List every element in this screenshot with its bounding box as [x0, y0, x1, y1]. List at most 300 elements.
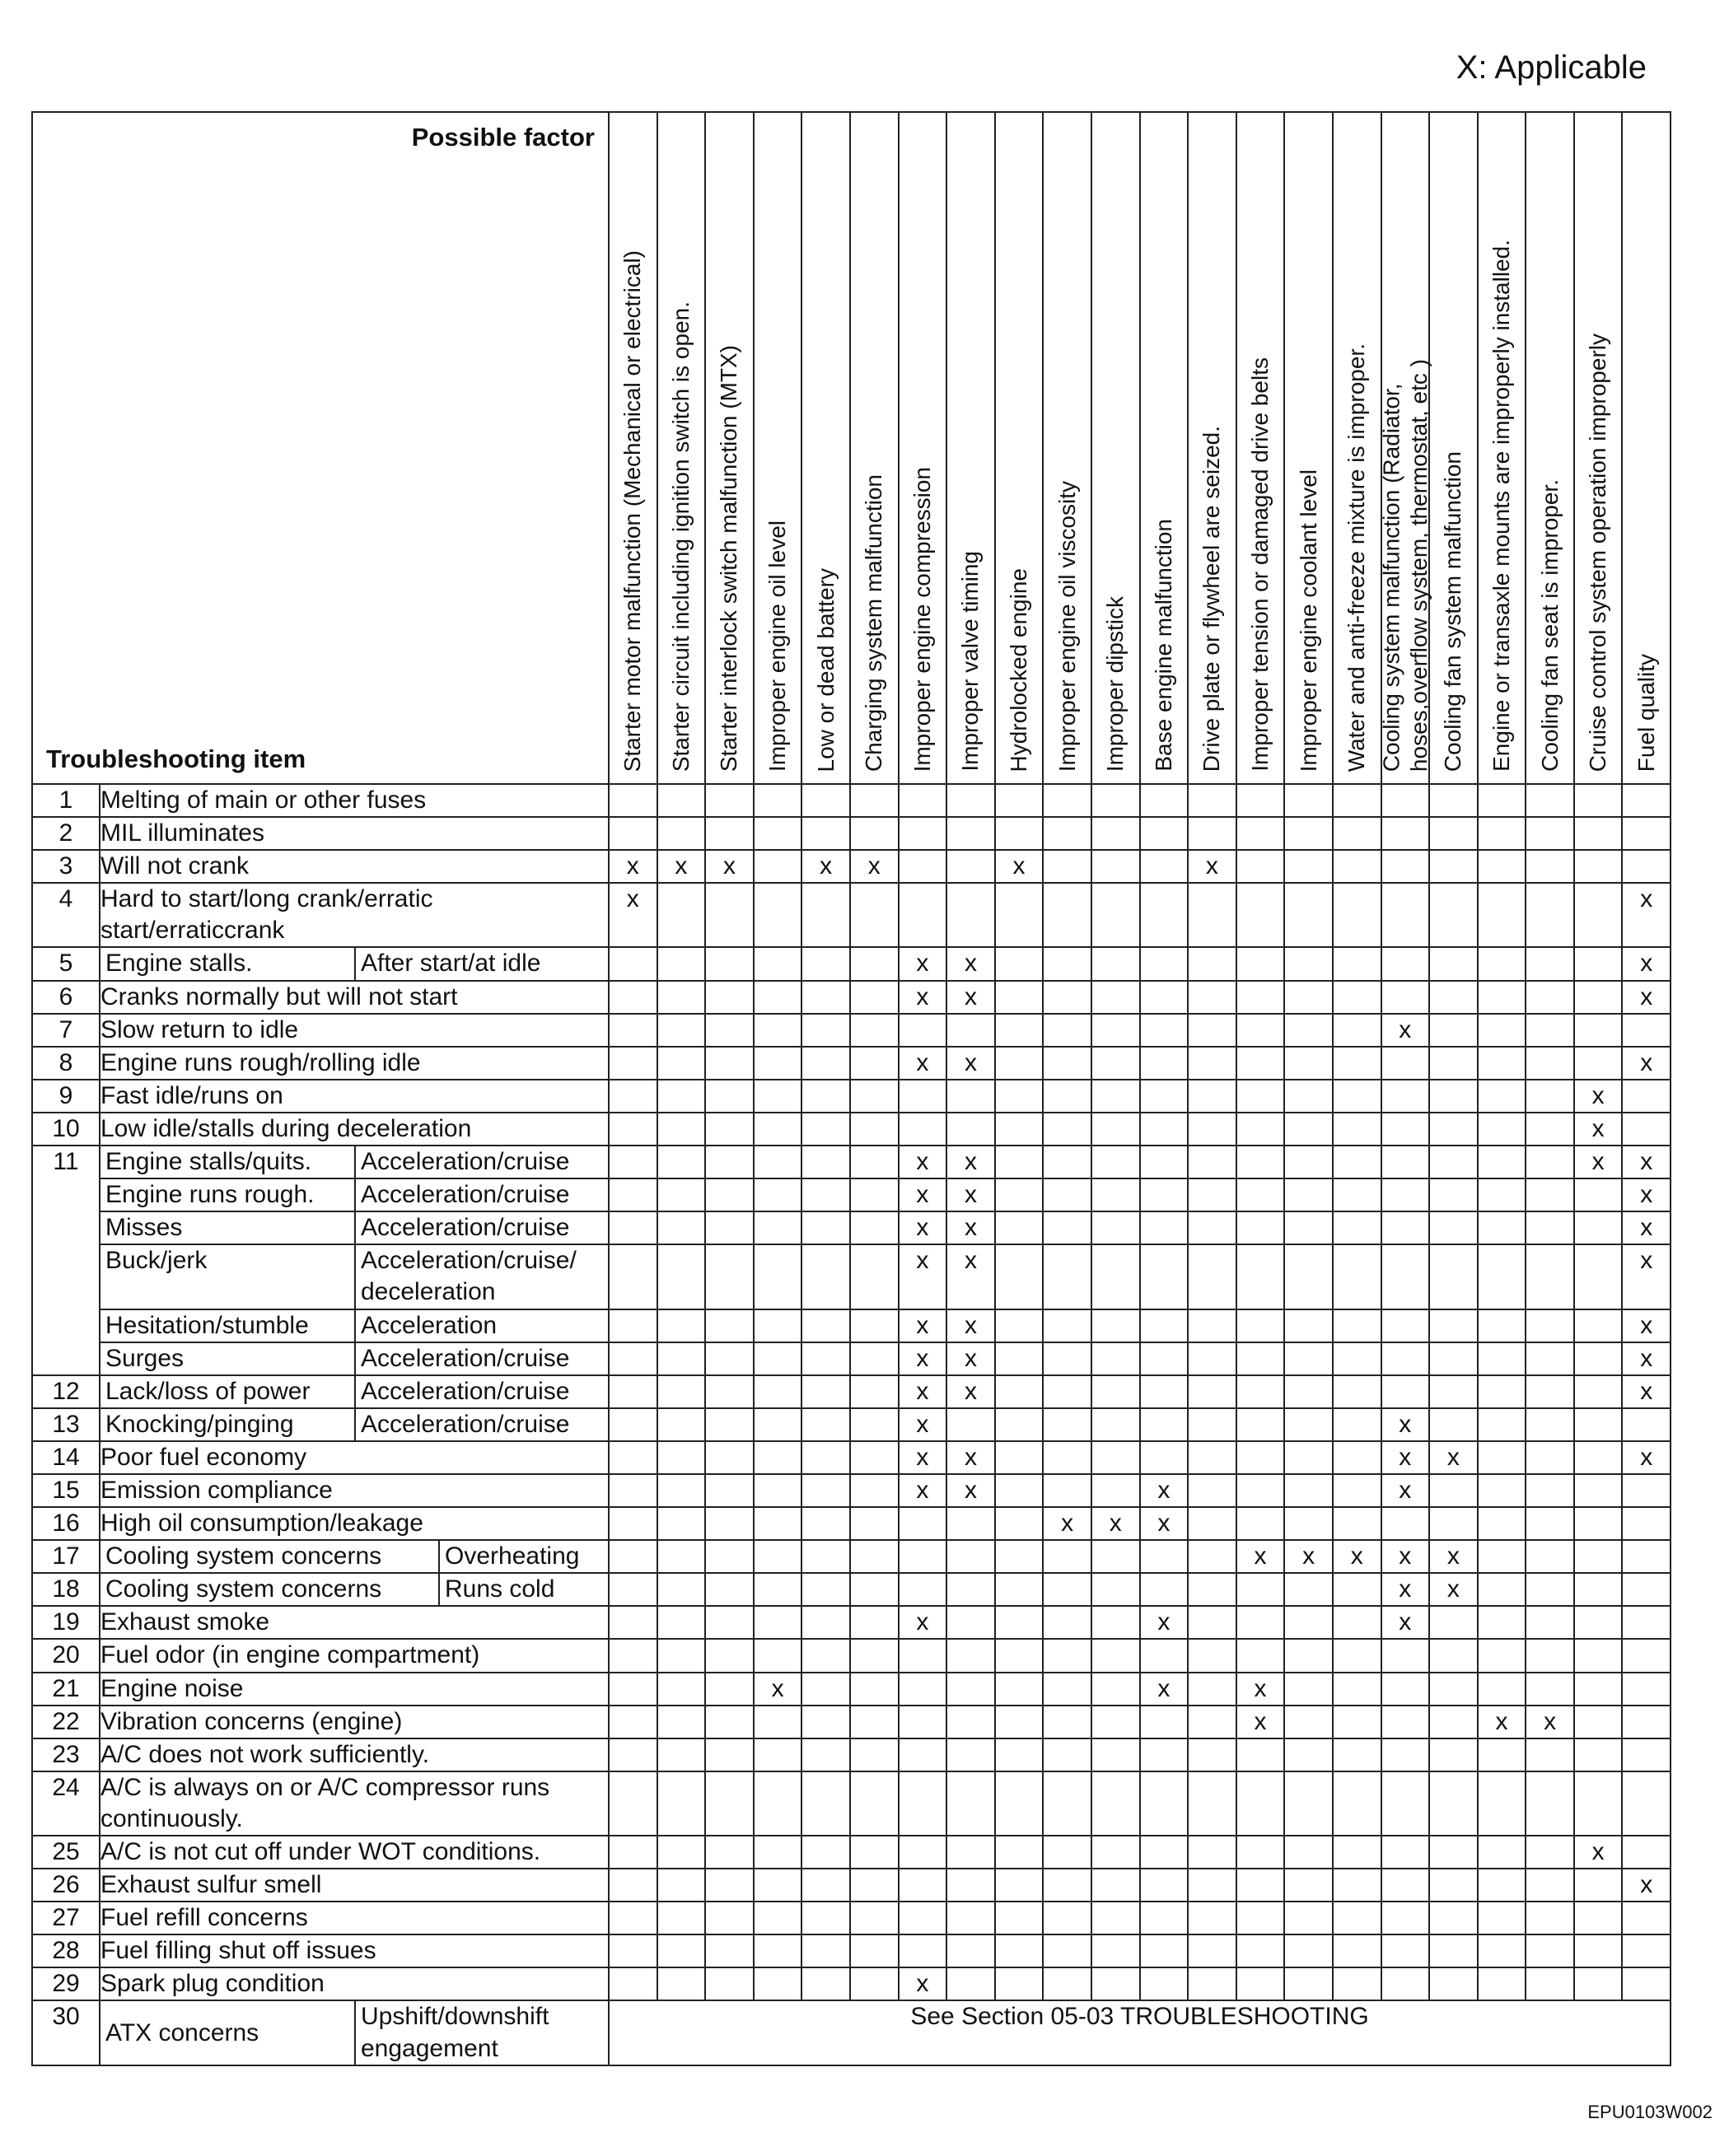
applicable-mark: x	[1640, 1048, 1653, 1076]
factor-cell	[657, 1211, 706, 1244]
factor-cell	[657, 1309, 706, 1342]
factor-cell	[801, 1902, 850, 1934]
factor-label: Improper engine coolant level	[1295, 469, 1321, 772]
troubleshooting-item	[100, 1113, 609, 1146]
item-text: Hard to start/long crank/erratic start/erraticcrank	[100, 885, 433, 945]
factor-cell	[801, 784, 850, 817]
header-corner	[32, 112, 609, 784]
factor-cell	[754, 1967, 802, 2000]
table-row	[32, 1738, 1671, 1771]
factor-cell	[1478, 1178, 1526, 1211]
table-row	[32, 1211, 1671, 1244]
factor-cell	[609, 1113, 657, 1146]
factor-cell	[850, 817, 899, 850]
factor-cell	[1188, 784, 1236, 817]
applicable-mark: x	[820, 852, 833, 880]
factor-cell	[1284, 1014, 1333, 1047]
factor-cell	[1091, 1606, 1140, 1639]
factor-cell	[1188, 1211, 1236, 1244]
factor-cell	[609, 1771, 657, 1836]
row-number: 27	[32, 1902, 100, 1934]
table-row	[32, 2000, 1671, 2065]
factor-cell	[657, 1573, 706, 1606]
factor-cell	[995, 1706, 1044, 1738]
factor-cell	[1043, 1673, 1091, 1706]
factor-cell	[1622, 1080, 1671, 1113]
factor-cell	[1140, 1014, 1189, 1047]
factor-cell	[1526, 1309, 1574, 1342]
troubleshooting-item	[100, 1342, 609, 1375]
factor-cell	[1429, 1902, 1478, 1934]
factor-cell	[946, 981, 995, 1014]
factor-cell	[1574, 1178, 1623, 1211]
factor-cell	[995, 981, 1044, 1014]
factor-cell	[850, 981, 899, 1014]
factor-cell	[1381, 1474, 1430, 1507]
factor-cell	[1284, 1934, 1333, 1967]
factor-cell	[1622, 947, 1671, 980]
factor-cell	[1043, 1902, 1091, 1934]
factor-cell	[1140, 1573, 1189, 1606]
factor-cell	[899, 1047, 947, 1080]
factor-cell	[995, 1639, 1044, 1672]
factor-cell	[1333, 1836, 1381, 1869]
factor-cell	[1140, 1706, 1189, 1738]
factor-cell	[899, 1342, 947, 1375]
item-text: Fuel refill concerns	[100, 1904, 308, 1932]
factor-cell	[1381, 1113, 1430, 1146]
factor-cell	[1574, 1441, 1623, 1474]
factor-cell	[1333, 1869, 1381, 1902]
troubleshooting-item	[100, 1706, 609, 1738]
factor-cell	[1043, 1934, 1091, 1967]
factor-cell	[1236, 1836, 1285, 1869]
item-condition: Acceleration	[354, 1310, 608, 1342]
factor-cell	[609, 1967, 657, 2000]
factor-cell	[609, 883, 657, 947]
factor-cell	[754, 1902, 802, 1934]
applicable-mark: x	[1591, 1114, 1605, 1142]
factor-cell	[1091, 1540, 1140, 1573]
factor-cell	[657, 817, 706, 850]
factor-cell	[1188, 1573, 1236, 1606]
factor-cell	[657, 1639, 706, 1672]
factor-cell	[801, 850, 850, 883]
factor-cell	[801, 1771, 850, 1836]
factor-cell	[1140, 817, 1189, 850]
row-number: 3	[32, 850, 100, 883]
factor-cell	[1236, 947, 1285, 980]
factor-cell	[995, 1540, 1044, 1573]
troubleshooting-item	[100, 1047, 609, 1080]
factor-cell	[705, 1342, 754, 1375]
factor-cell	[1574, 1706, 1623, 1738]
factor-cell	[899, 1441, 947, 1474]
applicable-mark: x	[722, 852, 736, 880]
factor-cell	[657, 1047, 706, 1080]
factor-cell	[899, 1967, 947, 2000]
factor-cell	[850, 883, 899, 947]
factor-cell	[1091, 1014, 1140, 1047]
applicable-mark: x	[1640, 1148, 1653, 1176]
row-number: 6	[32, 981, 100, 1014]
factor-label: Fuel quality	[1633, 653, 1659, 772]
factor-label: Improper valve timing	[957, 551, 984, 772]
factor-cell	[1333, 1967, 1381, 2000]
factor-cell	[850, 1573, 899, 1606]
factor-cell	[1622, 1738, 1671, 1771]
factor-cell	[754, 1639, 802, 1672]
factor-cell	[1478, 1375, 1526, 1408]
applicable-mark: x	[916, 1311, 929, 1339]
applicable-mark: x	[1205, 852, 1218, 880]
factor-cell	[1188, 1014, 1236, 1047]
row-number	[32, 1342, 100, 1375]
factor-cell	[657, 1441, 706, 1474]
factor-cell	[1381, 1178, 1430, 1211]
factor-cell	[1333, 1540, 1381, 1573]
item-text: Engine stalls.	[105, 950, 253, 978]
factor-cell	[1284, 1706, 1333, 1738]
applicable-mark: x	[1399, 1015, 1412, 1043]
factor-cell	[1188, 1342, 1236, 1375]
factor-cell	[609, 1441, 657, 1474]
factor-cell	[1284, 1211, 1333, 1244]
item-text: A/C is not cut off under WOT conditions.	[100, 1838, 541, 1865]
row-number: 28	[32, 1934, 100, 1967]
factor-cell	[754, 1836, 802, 1869]
factor-cell	[946, 1836, 995, 1869]
row-number: 8	[32, 1047, 100, 1080]
factor-cell	[1574, 1080, 1623, 1113]
factor-cell	[1333, 1113, 1381, 1146]
troubleshooting-item	[100, 1309, 609, 1342]
factor-cell	[946, 1375, 995, 1408]
factor-cell	[1140, 1113, 1189, 1146]
factor-cell	[946, 1673, 995, 1706]
factor-cell	[1140, 1408, 1189, 1441]
troubleshooting-item	[100, 1507, 609, 1540]
factor-cell	[1622, 1836, 1671, 1869]
factor-cell	[705, 947, 754, 980]
factor-cell	[995, 1573, 1044, 1606]
factor-cell	[1429, 1113, 1478, 1146]
table-row	[32, 1309, 1671, 1342]
factor-cell	[946, 1047, 995, 1080]
factor-cell	[1091, 1178, 1140, 1211]
factor-cell	[1429, 1474, 1478, 1507]
factor-header	[1478, 112, 1526, 784]
factor-cell	[850, 1869, 899, 1902]
applicable-mark: x	[964, 1214, 977, 1242]
factor-cell	[1043, 1706, 1091, 1738]
factor-cell	[1333, 817, 1381, 850]
factor-label: Cooling system malfunction (Radiator, hoses,overflow system, thermostat, etc )	[1378, 358, 1432, 772]
applicable-mark: x	[1640, 1871, 1653, 1899]
table-row	[32, 1375, 1671, 1408]
troubleshooting-item	[100, 1014, 609, 1047]
factor-cell	[1478, 1441, 1526, 1474]
factor-cell	[1526, 1375, 1574, 1408]
factor-cell	[1429, 1639, 1478, 1672]
item-condition: Acceleration/cruise	[354, 1376, 608, 1407]
factor-cell	[1284, 850, 1333, 883]
applicable-mark: x	[1591, 1838, 1605, 1865]
factor-label: Improper tension or damaged drive belts	[1247, 357, 1273, 772]
factor-cell	[1381, 1738, 1430, 1771]
table-row	[32, 1178, 1671, 1211]
item-text: Engine noise	[100, 1674, 244, 1702]
factor-cell	[1091, 947, 1140, 980]
factor-cell	[850, 947, 899, 980]
factor-cell	[995, 1474, 1044, 1507]
factor-cell	[1526, 1047, 1574, 1080]
applicable-mark: x	[1544, 1707, 1557, 1735]
applicable-mark: x	[771, 1674, 784, 1702]
applicable-mark: x	[1399, 1542, 1412, 1570]
factor-cell	[1478, 1113, 1526, 1146]
factor-header	[1091, 112, 1140, 784]
factor-cell	[1574, 1967, 1623, 2000]
factor-cell	[1284, 1080, 1333, 1113]
factor-cell	[609, 1902, 657, 1934]
factor-cell	[1140, 1309, 1189, 1342]
factor-cell	[1091, 1507, 1140, 1540]
factor-cell	[1574, 1047, 1623, 1080]
factor-cell	[754, 1606, 802, 1639]
factor-cell	[1429, 1244, 1478, 1309]
factor-cell	[754, 1540, 802, 1573]
factor-cell	[1526, 1706, 1574, 1738]
factor-label: Charging system malfunction	[861, 474, 887, 772]
factor-cell	[705, 981, 754, 1014]
factor-cell	[946, 1967, 995, 2000]
factor-cell	[1091, 1342, 1140, 1375]
factor-cell	[1574, 1014, 1623, 1047]
row-number: 24	[32, 1771, 100, 1836]
factor-cell	[609, 1014, 657, 1047]
factor-cell	[657, 1146, 706, 1178]
factor-label: Starter motor malfunction (Mechanical or electrical)	[619, 250, 646, 772]
factor-cell	[1140, 1738, 1189, 1771]
factor-label: Improper dipstick	[1102, 595, 1129, 772]
factor-cell	[801, 1244, 850, 1309]
factor-cell	[1574, 981, 1623, 1014]
troubleshooting-item	[100, 1441, 609, 1474]
factor-cell	[1381, 1146, 1430, 1178]
factor-cell	[1091, 1738, 1140, 1771]
factor-header	[1188, 112, 1236, 784]
factor-cell	[1140, 1474, 1189, 1507]
factor-cell	[1236, 1573, 1285, 1606]
factor-cell	[1429, 1967, 1478, 2000]
factor-cell	[1043, 1573, 1091, 1606]
see-section-note: See Section 05-03 TROUBLESHOOTING	[609, 2000, 1671, 2065]
factor-cell	[1478, 981, 1526, 1014]
factor-cell	[1236, 1902, 1285, 1934]
factor-cell	[1622, 1309, 1671, 1342]
factor-cell	[1091, 1771, 1140, 1836]
troubleshooting-item	[100, 1178, 609, 1211]
factor-cell	[946, 1934, 995, 1967]
factor-cell	[1574, 1573, 1623, 1606]
applicable-mark: x	[916, 982, 929, 1010]
factor-cell	[1091, 1474, 1140, 1507]
row-number: 1	[32, 784, 100, 817]
factor-cell	[1429, 1540, 1478, 1573]
factor-cell	[1526, 1211, 1574, 1244]
factor-cell	[850, 1934, 899, 1967]
factor-cell	[1091, 1080, 1140, 1113]
factor-cell	[801, 1540, 850, 1573]
factor-header	[1526, 112, 1574, 784]
applicable-mark: x	[916, 1608, 929, 1636]
factor-cell	[1429, 1507, 1478, 1540]
factor-cell	[657, 1902, 706, 1934]
factor-cell	[946, 1178, 995, 1211]
factor-cell	[1140, 1934, 1189, 1967]
factor-cell	[705, 1738, 754, 1771]
factor-cell	[1574, 1771, 1623, 1836]
factor-cell	[1043, 1014, 1091, 1047]
factor-cell	[1236, 1047, 1285, 1080]
item-text: Cranks normally but will not start	[100, 982, 458, 1010]
factor-cell	[1236, 1507, 1285, 1540]
item-text: Engine stalls/quits.	[105, 1148, 312, 1176]
factor-cell	[1381, 1540, 1430, 1573]
factor-cell	[850, 1309, 899, 1342]
applicable-mark: x	[1061, 1510, 1074, 1538]
factor-cell	[899, 1639, 947, 1672]
item-text: Misses	[105, 1214, 183, 1242]
factor-cell	[609, 1474, 657, 1507]
applicable-mark: x	[964, 1344, 977, 1372]
factor-cell	[705, 1934, 754, 1967]
applicable-mark: x	[626, 852, 639, 880]
factor-cell	[754, 1507, 802, 1540]
factor-cell	[609, 1408, 657, 1441]
factor-cell	[850, 1080, 899, 1113]
factor-cell	[1381, 1836, 1430, 1869]
factor-cell	[705, 1474, 754, 1507]
troubleshooting-item	[100, 2000, 609, 2065]
factor-cell	[899, 947, 947, 980]
factor-cell	[1140, 1146, 1189, 1178]
factor-cell	[1188, 1441, 1236, 1474]
table-row	[32, 1934, 1671, 1967]
factor-cell	[995, 883, 1044, 947]
factor-cell	[1284, 1507, 1333, 1540]
factor-cell	[657, 1342, 706, 1375]
factor-cell	[1526, 1869, 1574, 1902]
factor-cell	[1284, 1738, 1333, 1771]
item-condition: Acceleration/cruise	[354, 1343, 608, 1374]
table-row	[32, 1573, 1671, 1606]
factor-cell	[1188, 1507, 1236, 1540]
factor-cell	[1478, 1673, 1526, 1706]
factor-cell	[754, 1309, 802, 1342]
troubleshooting-item	[100, 1738, 609, 1771]
factor-cell	[995, 1836, 1044, 1869]
factor-cell	[1043, 947, 1091, 980]
factor-cell	[1188, 1771, 1236, 1836]
factor-cell	[1091, 1967, 1140, 2000]
factor-cell	[705, 1178, 754, 1211]
factor-cell	[1574, 1606, 1623, 1639]
factor-cell	[609, 1146, 657, 1178]
factor-label: Water and anti-freeze mixture is improper.	[1343, 343, 1370, 772]
factor-cell	[705, 1375, 754, 1408]
troubleshooting-item	[100, 1080, 609, 1113]
factor-cell	[1478, 1244, 1526, 1309]
factor-cell	[1622, 1639, 1671, 1672]
factor-cell	[1284, 1573, 1333, 1606]
table-row	[32, 1540, 1671, 1573]
factor-cell	[995, 850, 1044, 883]
factor-cell	[1478, 947, 1526, 980]
troubleshooting-item	[100, 1869, 609, 1902]
factor-cell	[1381, 1673, 1430, 1706]
factor-label: Starter interlock switch malfunction (MTX)	[716, 344, 742, 772]
factor-cell	[1188, 981, 1236, 1014]
factor-cell	[1284, 1474, 1333, 1507]
factor-cell	[1284, 1836, 1333, 1869]
table-row	[32, 1606, 1671, 1639]
factor-cell	[1574, 1869, 1623, 1902]
factor-cell	[899, 1573, 947, 1606]
factor-cell	[995, 1309, 1044, 1342]
factor-header	[705, 112, 754, 784]
factor-cell	[1236, 850, 1285, 883]
item-text: Knocking/pinging	[105, 1410, 294, 1438]
factor-cell	[801, 1309, 850, 1342]
factor-cell	[1236, 1080, 1285, 1113]
applicable-mark: x	[1157, 1674, 1171, 1702]
factor-cell	[657, 1080, 706, 1113]
factor-cell	[899, 1113, 947, 1146]
table-row	[32, 1507, 1671, 1540]
troubleshooting-item	[100, 883, 609, 947]
factor-cell	[705, 1441, 754, 1474]
factor-cell	[946, 1474, 995, 1507]
factor-cell	[609, 1342, 657, 1375]
applicable-mark: x	[1399, 1608, 1412, 1636]
factor-cell	[1478, 1146, 1526, 1178]
applicable-mark: x	[1640, 885, 1653, 913]
factor-cell	[1429, 1178, 1478, 1211]
factor-cell	[801, 1441, 850, 1474]
factor-cell	[1622, 1342, 1671, 1375]
factor-cell	[1043, 1375, 1091, 1408]
legend-applicable: X: Applicable	[1456, 49, 1647, 86]
factor-cell	[657, 784, 706, 817]
factor-cell	[1478, 1573, 1526, 1606]
factor-cell	[1188, 1146, 1236, 1178]
factor-cell	[1526, 1507, 1574, 1540]
factor-cell	[1622, 1507, 1671, 1540]
factor-cell	[995, 784, 1044, 817]
factor-cell	[1284, 1408, 1333, 1441]
factor-cell	[754, 1706, 802, 1738]
factor-cell	[946, 1244, 995, 1309]
factor-cell	[1140, 1673, 1189, 1706]
factor-cell	[609, 1080, 657, 1113]
factor-cell	[1236, 1967, 1285, 2000]
factor-label: Engine or transaxle mounts are improperly installed.	[1488, 240, 1515, 772]
factor-cell	[1478, 1014, 1526, 1047]
applicable-mark: x	[916, 1377, 929, 1405]
factor-header	[1622, 112, 1671, 784]
